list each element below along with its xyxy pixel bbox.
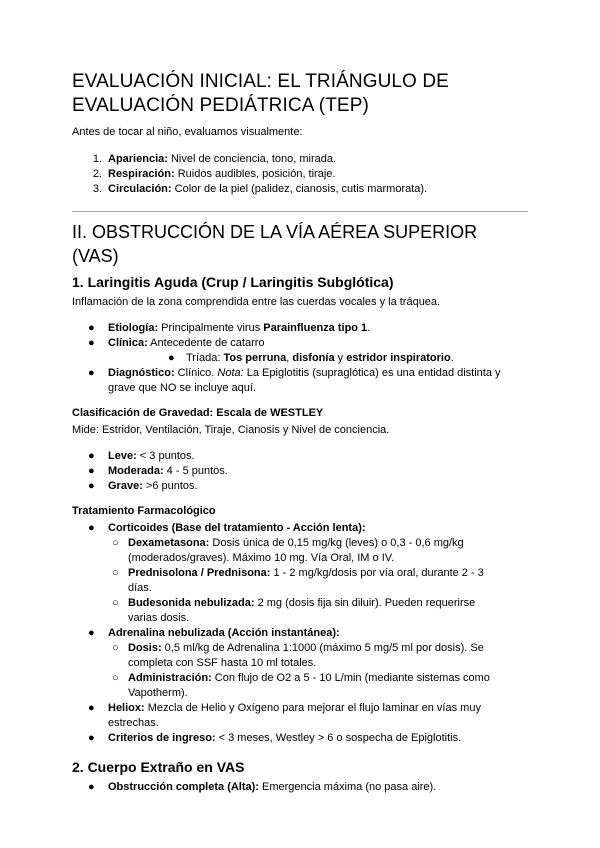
list-item: 1. Apariencia: Nivel de conciencia, tono, mirada. [92, 153, 337, 165]
list-item: ● Clínica: Antecedente de catarro [88, 337, 265, 349]
list-item: ○ Dexametasona: Dosis única de 0,15 mg/kg (leves) o 0,3 - 0,6 mg/kg (moderados/graves). Máximo 10 mg. Vía Oral, IM o IV. [112, 537, 464, 564]
section2-title: II. OBSTRUCCIÓN DE LA VÍA AÉREA SUPERIOR (VAS) [72, 222, 478, 266]
document-page [72, 70, 528, 795]
laringitis-list [72, 321, 528, 351]
list-item: ● Obstrucción completa (Alta): Emergencia máxima (no pasa aire). [88, 781, 437, 793]
laringitis-intro: Inflamación de la zona comprendida entre las cuerdas vocales y la tráquea. [72, 296, 441, 308]
list-item: ● Corticoides (Base del tratamiento - Acción lenta): ○ Dexametasona: Dosis única de 0,15 mg/kg (leves) o 0,3 - 0,6 mg/kg (moderados/graves). Máximo 10 mg. Vía Oral, IM o IV. ○ Prednisolona / Prednisona: 1 - 2 mg/kg/dosis por vía oral, durante 2 - 3 días. ○ Budesonida nebulizada: 2 mg (dosis fija sin diluir). Pueden requerirse varias dosis. [72, 521, 528, 626]
diagnostico-list [72, 366, 528, 396]
tep-title-line2: EVALUACIÓN PEDIÁTRICA (TEP) [72, 95, 369, 116]
list-item: ● Criterios de ingreso: < 3 meses, Westley > 6 o sospecha de Epiglotitis. [88, 732, 462, 744]
tratamiento-list [72, 521, 528, 746]
gravedad-title: Clasificación de Gravedad: Escala de WESTLEY [72, 407, 324, 419]
tep-title [72, 70, 528, 118]
list-item: 2. Respiración: Ruidos audibles, posición, tiraje. [92, 168, 336, 180]
list-item: 3. Circulación: Color de la piel (palidez, cianosis, cutis marmorata). [92, 183, 428, 195]
gravedad-intro: Mide: Estridor, Ventilación, Tiraje, Cianosis y Nivel de conciencia. [72, 424, 390, 436]
adrenalina-sublist [108, 641, 528, 701]
list-item: ○ Prednisolona / Prednisona: 1 - 2 mg/kg/dosis por vía oral, durante 2 - 3 días. [112, 567, 484, 594]
list-item: ● Adrenalina nebulizada (Acción instantánea): ○ Dosis: 0,5 ml/kg de Adrenalina 1:1000 (máximo 5 mg/5 ml por dosis). Se completa con SSF hasta 10 ml totales. ○ Administración: Con flujo de O2 a 5 - 10 L/min (mediante sistemas como Vapotherm). [72, 626, 528, 701]
gravedad-list [72, 449, 528, 494]
list-item: ● Heliox: Mezcla de Helio y Oxígeno para mejorar el flujo laminar en vías muy estrechas. [88, 702, 481, 729]
list-item: ● Diagnóstico: Clínico. Nota: La Epiglotitis (supraglótica) es una entidad distinta y grave que NO se incluye aquí. [88, 367, 501, 394]
list-item: ● Leve: < 3 puntos. [88, 450, 195, 462]
list-item: ● Etiología: Principalmente virus Parainfluenza tipo 1. [88, 322, 371, 334]
tep-intro: Antes de tocar al niño, evaluamos visualmente: [72, 126, 303, 138]
section-divider [72, 211, 528, 212]
laringitis-title: 1. Laringitis Aguda (Crup / Laringitis Subglótica) [72, 274, 394, 290]
list-item: ○ Administración: Con flujo de O2 a 5 - 10 L/min (mediante sistemas como Vapotherm). [112, 672, 490, 699]
tep-title-line1: EVALUACIÓN INICIAL: EL TRIÁNGULO DE [72, 71, 449, 92]
list-item: ● Moderada: 4 - 5 puntos. [88, 465, 228, 477]
tratamiento-title: Tratamiento Farmacológico [72, 505, 216, 517]
cuerpo-extrano-title: 2. Cuerpo Extraño en VAS [72, 759, 245, 775]
list-item: ○ Budesonida nebulizada: 2 mg (dosis fija sin diluir). Pueden requerirse varias dosis. [112, 597, 476, 624]
list-item: ● Grave: >6 puntos. [88, 480, 198, 492]
corticoides-sublist [108, 536, 528, 626]
triada-item: ● Tríada: Tos perruna, disfonía y estridor inspiratorio. [168, 352, 454, 364]
cuerpo-extrano-list [72, 780, 528, 795]
list-item: ○ Dosis: 0,5 ml/kg de Adrenalina 1:1000 (máximo 5 mg/5 ml por dosis). Se completa con SSF hasta 10 ml totales. [112, 642, 484, 669]
tep-list [72, 152, 528, 197]
